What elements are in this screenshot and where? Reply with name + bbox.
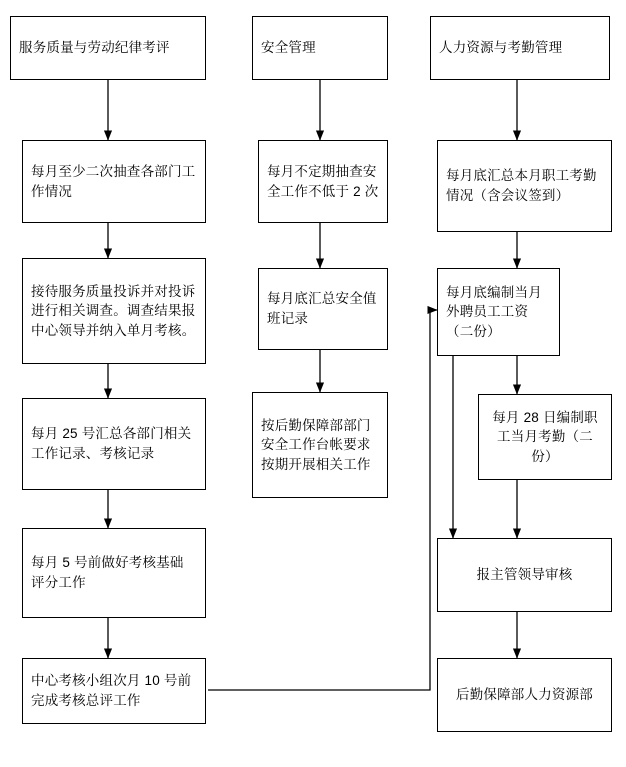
node-c2c[interactable] xyxy=(252,392,388,498)
node-c1h[interactable] xyxy=(10,16,206,80)
node-c1c[interactable] xyxy=(22,398,206,490)
node-c3b[interactable] xyxy=(437,268,560,356)
node-c3d-label: 报主管领导审核 xyxy=(476,567,573,583)
node-c1e[interactable] xyxy=(22,658,206,724)
node-c3e-label: 后勤保障部人力资源部 xyxy=(456,687,593,703)
node-c3a[interactable] xyxy=(437,140,612,232)
node-c3e[interactable] xyxy=(437,658,612,732)
node-c3c[interactable] xyxy=(478,394,612,480)
node-c1a-label: 每月至少二次抽查各部门工作情况 xyxy=(31,163,196,199)
node-c2b[interactable] xyxy=(258,268,388,350)
node-c2h[interactable] xyxy=(252,16,388,80)
node-c1h-label: 服务质量与劳动纪律考评 xyxy=(19,40,170,56)
node-c1a[interactable] xyxy=(22,140,206,223)
node-c1e-label: 中心考核小组次月 10 号前完成考核总评工作 xyxy=(31,673,192,708)
node-c2c-label: 按后勤保障部部门安全工作台帐要求按期开展相关工作 xyxy=(261,417,371,472)
node-c3d[interactable] xyxy=(437,538,612,612)
node-c2h-label: 安全管理 xyxy=(261,40,316,56)
node-c2a[interactable] xyxy=(258,140,388,223)
node-c1b-label: 接待服务质量投诉并对投诉进行相关调查。调查结果报中心领导并纳入单月考核。 xyxy=(31,283,196,338)
node-c1b[interactable] xyxy=(22,258,206,364)
node-c1c-label: 每月 25 号汇总各部门相关工作记录、考核记录 xyxy=(31,426,192,461)
node-c3a-label: 每月底汇总本月职工考勤情况（含会议签到） xyxy=(446,168,597,203)
node-c3c-label: 每月 28 日编制职工当月考勤（二份） xyxy=(492,409,598,464)
node-c1d[interactable] xyxy=(22,528,206,618)
node-c3h[interactable] xyxy=(430,16,610,80)
node-c3h-label: 人力资源与考勤管理 xyxy=(439,40,563,56)
node-c2a-label: 每月不定期抽查安全工作不低于 2 次 xyxy=(267,163,379,199)
node-c2b-label: 每月底汇总安全值班记录 xyxy=(267,291,377,326)
node-c1d-label: 每月 5 号前做好考核基础评分工作 xyxy=(31,555,184,590)
node-c3b-label: 每月底编制当月外聘员工工资（二份） xyxy=(446,284,542,339)
